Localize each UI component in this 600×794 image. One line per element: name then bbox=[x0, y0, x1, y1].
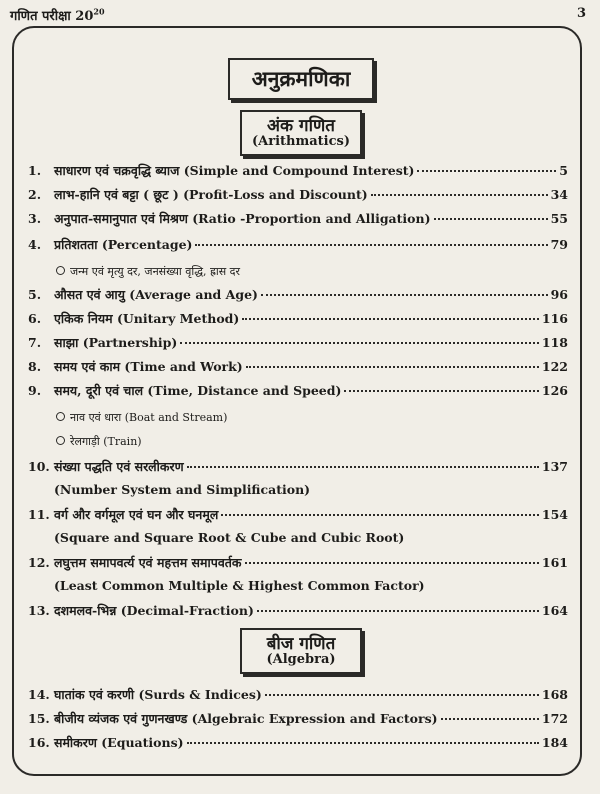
entry-number: 11. bbox=[28, 507, 50, 522]
entry-page: 122 bbox=[541, 359, 568, 374]
bullet-circle-icon bbox=[56, 436, 65, 445]
entry-number: 8. bbox=[28, 359, 42, 374]
entry-title: लाभ-हानि एवं बट्टा ( छूट ) (Profit-Loss and Discount) bbox=[54, 187, 368, 202]
entry-page: 184 bbox=[541, 735, 568, 750]
entry-number: 15. bbox=[28, 711, 50, 726]
toc-entry[interactable] bbox=[28, 358, 568, 375]
entry-title: घातांक एवं करणी (Surds & Indices) bbox=[54, 687, 262, 702]
toc-entry[interactable] bbox=[28, 382, 568, 399]
dot-leader bbox=[344, 390, 539, 392]
entry-page: 34 bbox=[550, 187, 568, 202]
entry-title: औसत एवं आयु (Average and Age) bbox=[54, 287, 258, 302]
toc-entry[interactable] bbox=[28, 686, 568, 703]
entry-title: वर्ग और वर्गमूल एवं घन और घनमूल bbox=[54, 507, 219, 522]
entry-title: समय एवं काम (Time and Work) bbox=[54, 359, 243, 374]
entry-number: 9. bbox=[28, 383, 42, 398]
toc-entry[interactable] bbox=[28, 710, 568, 727]
entry-title: साधारण एवं चक्रवृद्धि ब्याज (Simple and Compound Interest) bbox=[54, 163, 415, 178]
year-superscript: 20 bbox=[93, 6, 105, 17]
subitem-text: रेलगाड़ी (Train) bbox=[70, 435, 142, 448]
toc-entry[interactable] bbox=[28, 186, 568, 203]
dot-leader bbox=[187, 742, 539, 744]
toc-entry[interactable] bbox=[28, 734, 568, 751]
entry-title: लघुत्तम समापवर्त्य एवं महत्तम समापवर्तक bbox=[54, 555, 242, 570]
dot-leader bbox=[242, 318, 539, 320]
dot-leader bbox=[246, 366, 539, 368]
toc-subitem bbox=[56, 434, 142, 449]
entry-page: 137 bbox=[541, 459, 568, 474]
entry-page: 5 bbox=[559, 163, 568, 178]
running-title: गणित परीक्षा 20 bbox=[10, 9, 94, 24]
entry-number: 14. bbox=[28, 687, 50, 702]
entry-number: 3. bbox=[28, 211, 42, 226]
entry-page: 126 bbox=[541, 383, 568, 398]
section-english-title: (Arithmatics) bbox=[252, 134, 350, 150]
toc-entry[interactable] bbox=[28, 506, 568, 523]
entry-number: 13. bbox=[28, 603, 50, 618]
section-hindi-title: अंक गणित bbox=[267, 115, 335, 136]
dot-leader bbox=[257, 610, 539, 612]
dot-leader bbox=[371, 194, 548, 196]
dot-leader bbox=[221, 514, 539, 516]
toc-subitem bbox=[56, 410, 227, 425]
dot-leader bbox=[261, 294, 548, 296]
toc-entry[interactable] bbox=[28, 310, 568, 327]
section-algebra bbox=[240, 628, 362, 674]
entry-number: 4. bbox=[28, 237, 42, 252]
dot-leader bbox=[245, 562, 539, 564]
toc-entry[interactable] bbox=[28, 554, 568, 571]
entry-number: 5. bbox=[28, 287, 42, 302]
toc-entry[interactable] bbox=[28, 602, 568, 619]
entry-page: 116 bbox=[541, 311, 568, 326]
dot-leader bbox=[417, 170, 556, 172]
entry-page: 118 bbox=[541, 335, 568, 350]
dot-leader bbox=[434, 218, 548, 220]
entry-english-title: (Square and Square Root & Cube and Cubic Root) bbox=[54, 530, 405, 545]
entry-number: 12. bbox=[28, 555, 50, 570]
entry-number: 6. bbox=[28, 311, 42, 326]
entry-page: 96 bbox=[550, 287, 568, 302]
entry-english-title: (Number System and Simplification) bbox=[54, 482, 311, 497]
toc-entry[interactable] bbox=[28, 334, 568, 351]
dot-leader bbox=[195, 244, 547, 246]
entry-title: अनुपात-समानुपात एवं मिश्रण (Ratio -Proportion and Alligation) bbox=[54, 211, 431, 226]
entry-title: समय, दूरी एवं चाल (Time, Distance and Speed) bbox=[54, 383, 342, 398]
toc-entry[interactable] bbox=[28, 458, 568, 475]
entry-english-title: (Least Common Multiple & Highest Common Factor) bbox=[54, 578, 425, 593]
dot-leader bbox=[187, 466, 539, 468]
dot-leader bbox=[180, 342, 539, 344]
entry-page: 161 bbox=[541, 555, 568, 570]
toc-subitem bbox=[56, 264, 240, 279]
entry-number: 10. bbox=[28, 459, 50, 474]
entry-page: 164 bbox=[541, 603, 568, 618]
entry-page: 168 bbox=[541, 687, 568, 702]
entry-page: 172 bbox=[541, 711, 568, 726]
entry-title: बीजीय व्यंजक एवं गुणनखण्ड (Algebraic Expression and Factors) bbox=[54, 711, 438, 726]
bullet-circle-icon bbox=[56, 412, 65, 421]
entry-title: एकिक नियम (Unitary Method) bbox=[54, 311, 240, 326]
entry-number: 7. bbox=[28, 335, 42, 350]
section-english-title: (Algebra) bbox=[266, 652, 336, 668]
toc-entry[interactable] bbox=[28, 286, 568, 303]
contents-title: अनुक्रमणिका bbox=[228, 58, 374, 100]
subitem-text: जन्म एवं मृत्यु दर, जनसंख्या वृद्धि, ह्रास दर bbox=[70, 265, 240, 278]
entry-page: 154 bbox=[541, 507, 568, 522]
entry-page: 79 bbox=[550, 237, 568, 252]
running-header bbox=[10, 6, 105, 24]
bullet-circle-icon bbox=[56, 266, 65, 275]
entry-page: 55 bbox=[550, 211, 568, 226]
entry-title: प्रतिशतता (Percentage) bbox=[54, 237, 193, 252]
page-number: 3 bbox=[576, 6, 586, 21]
entry-title: संख्या पद्धति एवं सरलीकरण bbox=[54, 459, 184, 474]
toc-entry[interactable] bbox=[28, 162, 568, 179]
entry-number: 16. bbox=[28, 735, 50, 750]
toc-entry[interactable] bbox=[28, 210, 568, 227]
entry-title: समीकरण (Equations) bbox=[54, 735, 184, 750]
section-arithmatics bbox=[240, 110, 362, 156]
entry-title: साझा (Partnership) bbox=[54, 335, 178, 350]
section-hindi-title: बीज गणित bbox=[266, 633, 336, 654]
dot-leader bbox=[265, 694, 539, 696]
subitem-text: नाव एवं धारा (Boat and Stream) bbox=[70, 411, 228, 424]
dot-leader bbox=[441, 718, 539, 720]
toc-entry[interactable] bbox=[28, 236, 568, 253]
entry-number: 1. bbox=[28, 163, 42, 178]
entry-number: 2. bbox=[28, 187, 42, 202]
entry-title: दशमलव-भिन्न (Decimal-Fraction) bbox=[54, 603, 254, 618]
